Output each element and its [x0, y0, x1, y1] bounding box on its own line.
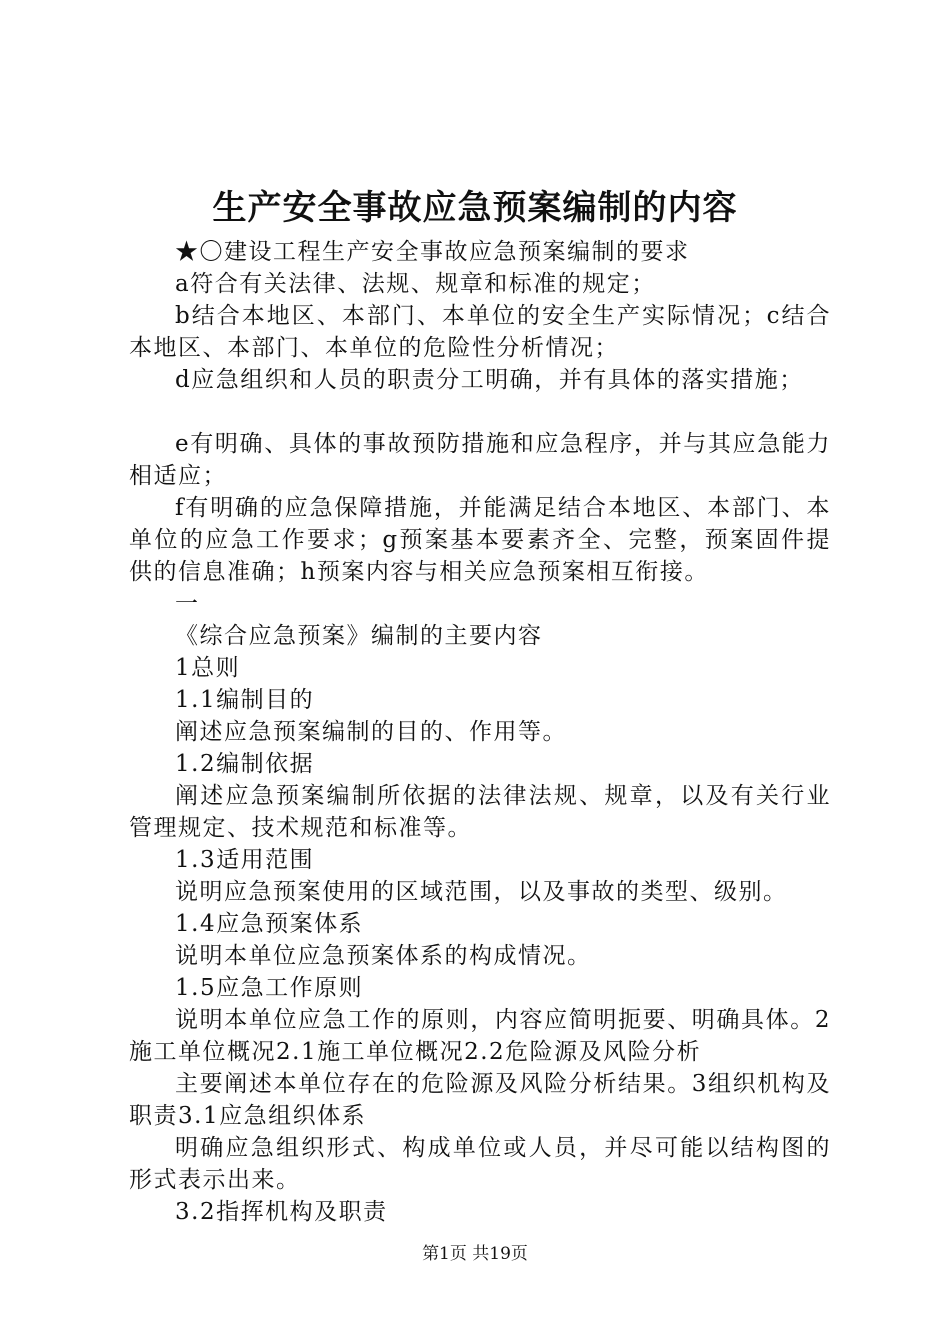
paragraph: d应急组织和人员的职责分工明确，并有具体的落实措施； [175, 367, 804, 393]
paragraph: 《综合应急预案》编制的主要内容 [175, 623, 543, 649]
section-heading: 1.2编制依据 [175, 751, 315, 777]
paragraph: b结合本地区、本部门、本单位的安全生产实际情况；c结合本地区、本部门、本单位的危险性分析情况； [129, 303, 831, 361]
paragraph: 阐述应急预案编制所依据的法律法规、规章，以及有关行业管理规定、技术规范和标准等。 [129, 783, 831, 841]
blank-line [129, 396, 831, 428]
paragraph: 说明应急预案使用的区域范围，以及事故的类型、级别。 [175, 879, 788, 905]
section-heading: 1.3适用范围 [175, 847, 315, 873]
paragraph: 说明本单位应急预案体系的构成情况。 [175, 943, 592, 969]
paragraph: f有明确的应急保障措施，并能满足结合本地区、本部门、本单位的应急工作要求；g预案基本要素齐全、完整，预案固件提供的信息准确；h预案内容与相关应急预案相互衔接。 [129, 495, 831, 585]
page-number-footer: 第1页 共19页 [422, 1244, 528, 1264]
paragraph: 阐述应急预案编制的目的、作用等。 [175, 719, 567, 745]
section-heading: 3.2指挥机构及职责 [175, 1199, 388, 1225]
paragraph: ★〇建设工程生产安全事故应急预案编制的要求 [175, 239, 690, 265]
paragraph: 明确应急组织形式、构成单位或人员，并尽可能以结构图的形式表示出来。 [129, 1135, 831, 1193]
section-heading: 1.1编制目的 [175, 687, 315, 713]
section-heading: 1.4应急预案体系 [175, 911, 364, 937]
document-body [129, 236, 831, 1228]
document-title: 生产安全事故应急预案编制的内容 [212, 188, 738, 228]
section-heading: 1总则 [175, 655, 241, 681]
section-heading: 1.5应急工作原则 [175, 975, 364, 1001]
paragraph: a符合有关法律、法规、规章和标准的规定； [175, 271, 656, 297]
paragraph: 说明本单位应急工作的原则，内容应简明扼要、明确具体。2施工单位概况2.1施工单位概况2.2危险源及风险分析 [129, 1007, 831, 1065]
paragraph: 一 [175, 591, 200, 617]
paragraph: e有明确、具体的事故预防措施和应急程序，并与其应急能力相适应； [129, 431, 831, 489]
paragraph: 主要阐述本单位存在的危险源及风险分析结果。3组织机构及职责3.1应急组织体系 [129, 1071, 831, 1129]
